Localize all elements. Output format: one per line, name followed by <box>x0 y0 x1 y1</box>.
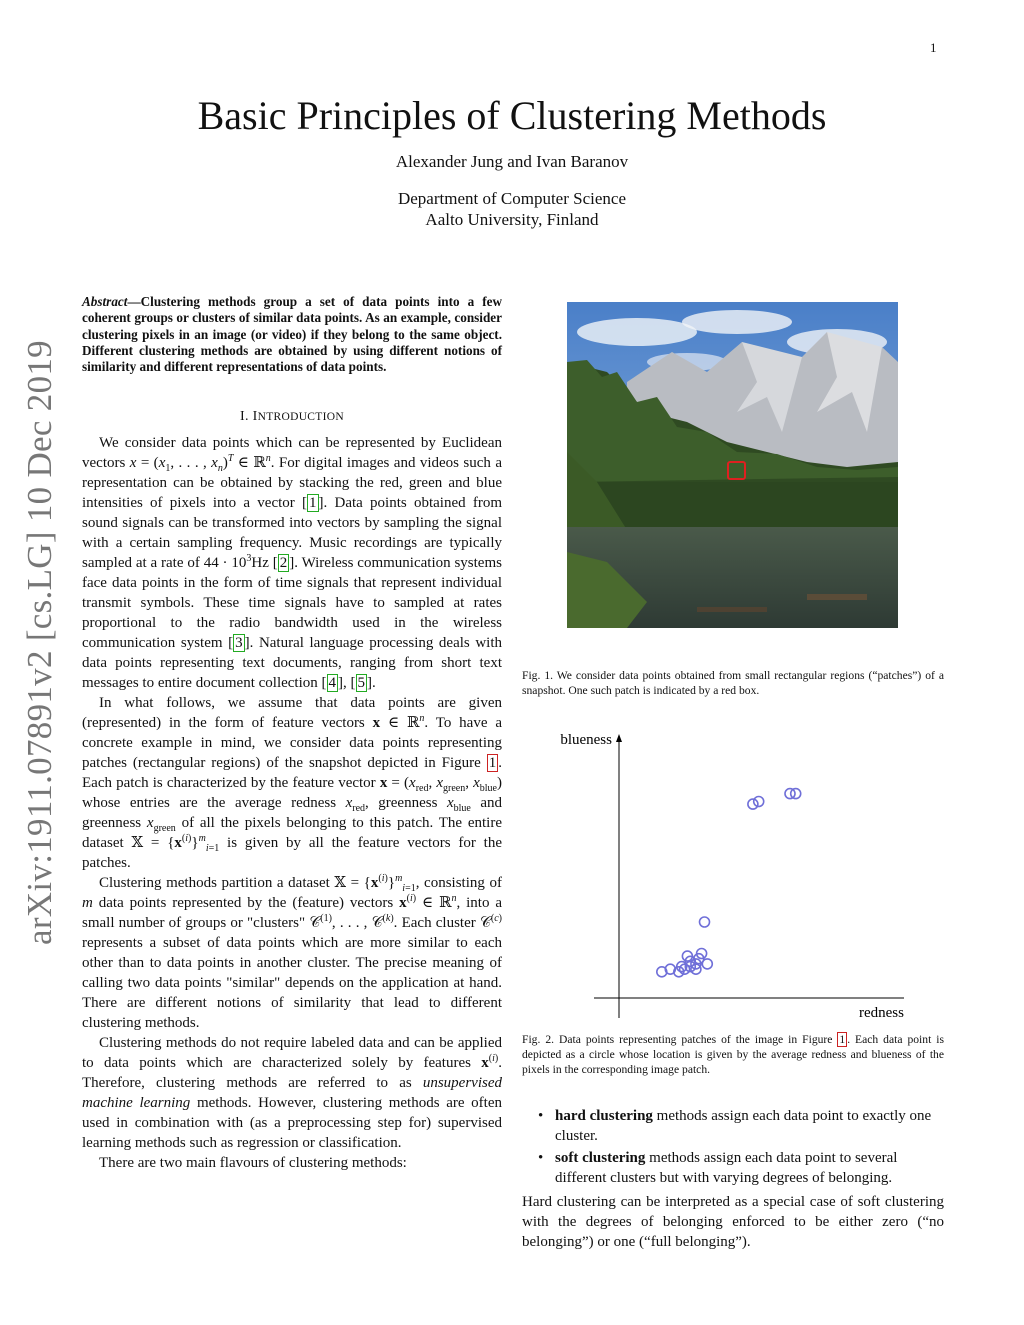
citation-link[interactable]: 3 <box>235 635 243 652</box>
section-number: I. <box>240 409 249 425</box>
bullet-icon: • <box>538 1108 544 1124</box>
figure-ref-link[interactable]: 1 <box>488 755 497 772</box>
paragraph-5: There are two main flavours of clustering methods: <box>99 1155 407 1172</box>
list-item: • soft clustering methods assign each data point to several different clusters but with varying degrees of belonging. <box>538 1150 898 1186</box>
abstract <box>82 294 502 375</box>
citation-link[interactable]: 2 <box>279 555 288 572</box>
figure-1-caption: Fig. 1. We consider data points obtained from small rectangular regions (“patches”) of a snapshot. One such patch is indicated by a red box. <box>522 669 944 697</box>
figure-2-caption: Fig. 2. Data points representing patches of the image in Figure 1 . Each data point is depicted as a circle whose location is given by the average redness and blueness of the pixels in the corresponding image patch. <box>522 1033 944 1076</box>
clustering-types-list <box>522 1106 944 1190</box>
figure-1-photo <box>567 302 898 628</box>
page-number: 1 <box>930 40 937 55</box>
data-points <box>657 789 801 977</box>
arxiv-stamp: arXiv:1911.07891v2 [cs.LG] 10 Dec 2019 <box>20 340 59 945</box>
citation-link[interactable]: 4 <box>328 675 337 692</box>
paragraph-1: We consider data points which can be represented by Euclidean vectors $x = (x_1$, . . . , $x_n)^T$ ∈ ℝ$^n$. For digital images and videos such a representation can be obtained by stacking the red, green and blue intensities of pixels into a vector [ 1 ]. Data points obtained from sound signals can be transformed into vectors by sampling the signal with a certain sampling frequency. Music recordings are typically sampled at a rate of $44 \cdot 10^3Hz$ [ 2 ]. Wireless communication systems face data points in the form of time signals that represent individual transmit symbols. These time signals have to sampled at rates proportional to the radio bandwidth used in the wireless communication system [ 3 ]. Natural language processing deals with data points representing text documents, ranging from short text messages to entire document collection [ 4 ], [ 5 ]. <box>82 435 503 692</box>
landscape-photo <box>567 302 898 628</box>
scatter-point <box>702 959 712 969</box>
paragraph-2: In what follows, we assume that data points are given (represented) in the form of feature vectors x ∈ ℝ$^n$. To have a concrete example in mind, we consider data points representing patches (rectangular regions) of the snapshot depicted in Figure 1 . Each patch is characterized by the feature vector $x = (x_{red}$, $x_{green}$, $x_{blue}$) whose entries are the average redness $x_{red}$, greenness $x_{blue}$ and greenness $x_{green}$ of all the pixels belonging to this patch. The entire dataset 𝕏 = $\{x^{(i)}\}^m_{i=1}$ is given by all the feature vectors for the patches. <box>82 695 502 872</box>
y-axis-arrow <box>616 734 622 742</box>
section-title-rest: NTRODUCTION <box>257 411 344 424</box>
left-column <box>82 294 502 1173</box>
citation-link[interactable]: 5 <box>357 675 366 692</box>
scatter-svg <box>522 728 944 1028</box>
scatter-point <box>754 797 764 807</box>
paper-title: Basic Principles of Clustering Methods <box>197 93 827 138</box>
list-item: • hard clustering methods assign each data point to exactly one cluster. <box>538 1108 932 1144</box>
authors: Alexander Jung and Ivan Baranov <box>395 152 629 171</box>
figure-2-scatter-plot <box>522 728 944 1028</box>
paragraph-4: Clustering methods do not require labeled data and can be applied to data points which are characterized solely by features $x^{(i)}$. Therefore, clustering methods are referred to as unsupervised machine learning methods. However, clustering methods are often used in combination with (as a preprocessing step for) supervised learning methods such as regression or classification. <box>82 1035 502 1152</box>
abstract-lead: Abstract <box>82 294 128 309</box>
section-title-initial: I <box>252 409 258 425</box>
abstract-text: —Clustering methods group a set of data points into a few coherent groups or clusters of similar data points. As an example, consider clustering pixels in an image (or video) if they belong to the same object. Different clustering methods are obtained by using different notions of similarity and different representations of data points. <box>82 294 502 375</box>
section-heading-introduction <box>82 407 502 427</box>
closing-paragraph: Hard clustering can be interpreted as a special case of soft clustering with the degrees of belonging enforced to be either zero (“no belonging”) or one (“full belonging”). <box>522 1194 944 1250</box>
x-axis-label: redness <box>859 1005 904 1021</box>
paragraph-3: Clustering methods partition a dataset 𝕏 = $\{x^{(i)}\}^m_{i=1}$, consisting of m data points represented by the (feature) vectors $x^{(i)}$ ∈ ℝ$^n$, into a small number of groups or "clusters" 𝒞$^{(1)}$, . . . , 𝒞$^{(k)}$. Each cluster 𝒞$^{(c)}$ represents a subset of data points which are more similar to each other than to data points in another cluster. The precise meaning of calling two data points "similar" depends on the application at hand. There are different notions of similarity that lead to different clustering methods. <box>82 873 503 1032</box>
y-axis-label: blueness <box>560 732 612 748</box>
citation-link[interactable]: [ 1 ] <box>302 495 324 512</box>
scatter-point <box>700 917 710 927</box>
affiliation <box>0 188 1024 230</box>
affiliation-line: Aalto University, Finland <box>425 210 599 229</box>
scatter-point <box>748 799 758 809</box>
math: x <box>129 455 137 472</box>
affiliation-line: Department of Computer Science <box>397 189 626 208</box>
bullet-icon: • <box>538 1150 544 1166</box>
figure-ref-link[interactable]: 1 <box>839 1033 846 1046</box>
